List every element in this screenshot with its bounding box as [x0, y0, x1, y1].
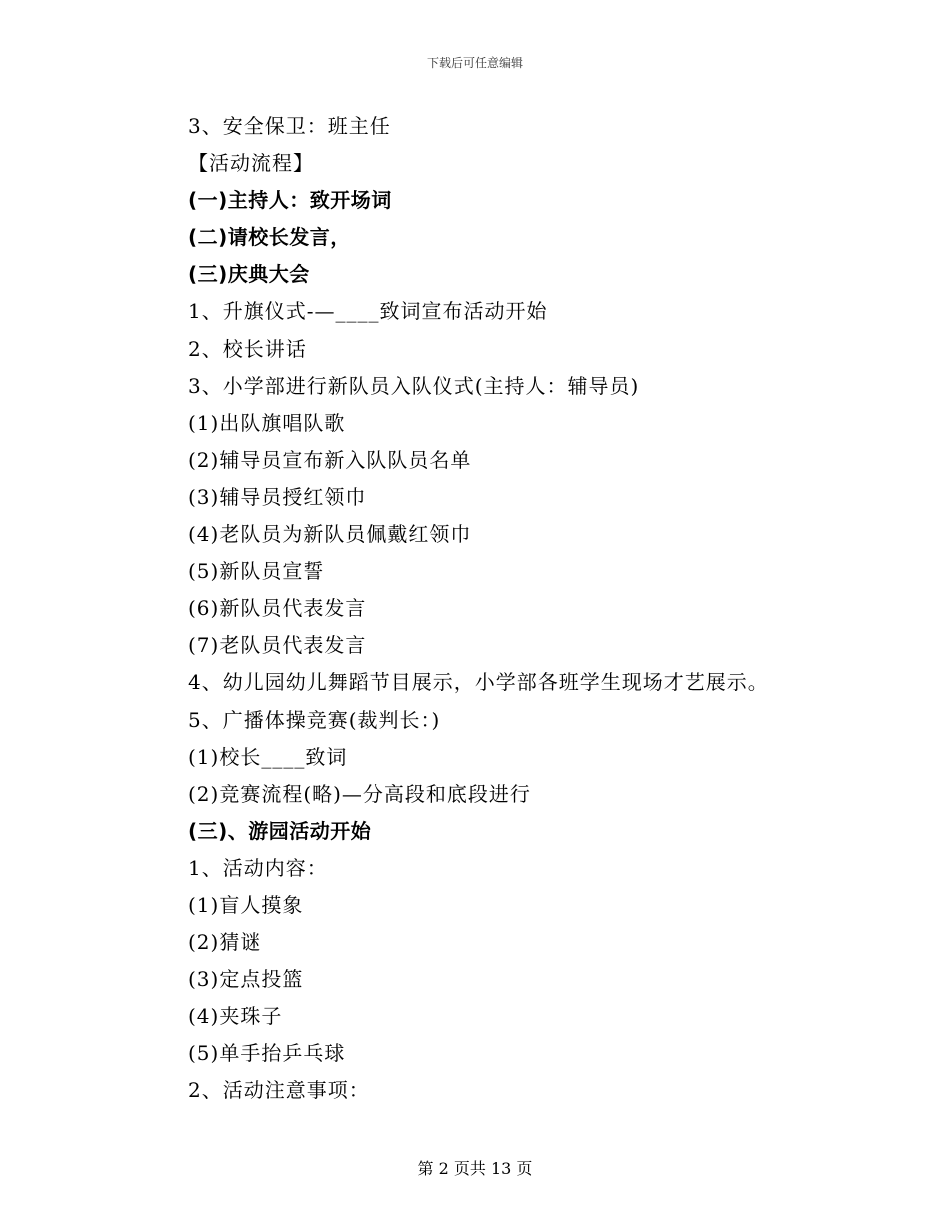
- body-line: 4、幼儿园幼儿舞蹈节目展示，小学部各班学生现场才艺展示。: [188, 670, 769, 695]
- list-item: (5)新队员宣誓: [188, 559, 325, 584]
- list-item: (2)辅导员宣布新入队队员名单: [188, 447, 472, 472]
- list-item: (2)猜谜: [188, 930, 262, 955]
- list-item: (2)竞赛流程(略)—分高段和底段进行: [188, 781, 531, 806]
- page-footer: 第 2 页共 13 页: [417, 1159, 533, 1178]
- list-item: (3)辅导员授红领巾: [188, 484, 367, 509]
- document-body: [188, 108, 888, 1110]
- body-line: (一)主持人：致开场词: [188, 188, 392, 213]
- body-line: 5、广播体操竞赛(裁判长：): [188, 707, 441, 732]
- list-item: (3)定点投篮: [188, 967, 304, 992]
- page-header: 下载后可任意编辑: [426, 56, 523, 70]
- list-item: (4)夹珠子: [188, 1004, 283, 1029]
- body-line: (三)庆典大会: [188, 262, 310, 287]
- body-line: 1、活动内容：: [188, 855, 328, 880]
- list-item: (1)校长____致词: [188, 744, 348, 769]
- body-line: (三)、游园活动开始: [188, 818, 372, 843]
- body-line: 1、升旗仪式-—____致词宣布活动开始: [188, 299, 548, 324]
- list-item: (1)出队旗唱队歌: [188, 410, 346, 435]
- list-item: (4)老队员为新队员佩戴红领巾: [188, 522, 472, 547]
- body-line: 2、活动注意事项：: [188, 1078, 370, 1103]
- list-item: (7)老队员代表发言: [188, 633, 367, 658]
- list-item: (6)新队员代表发言: [188, 596, 367, 621]
- list-item: (1)盲人摸象: [188, 892, 304, 917]
- body-line: (二)请校长发言，: [188, 225, 351, 250]
- body-line: 3、安全保卫：班主任: [188, 114, 391, 138]
- body-line: 3、小学部进行新队员入队仪式(主持人：辅导员): [188, 373, 640, 398]
- list-item: (5)单手抬乒乓球: [188, 1041, 346, 1066]
- section-heading: 【活动流程】: [188, 151, 314, 176]
- body-line: 2、校长讲话: [188, 336, 307, 361]
